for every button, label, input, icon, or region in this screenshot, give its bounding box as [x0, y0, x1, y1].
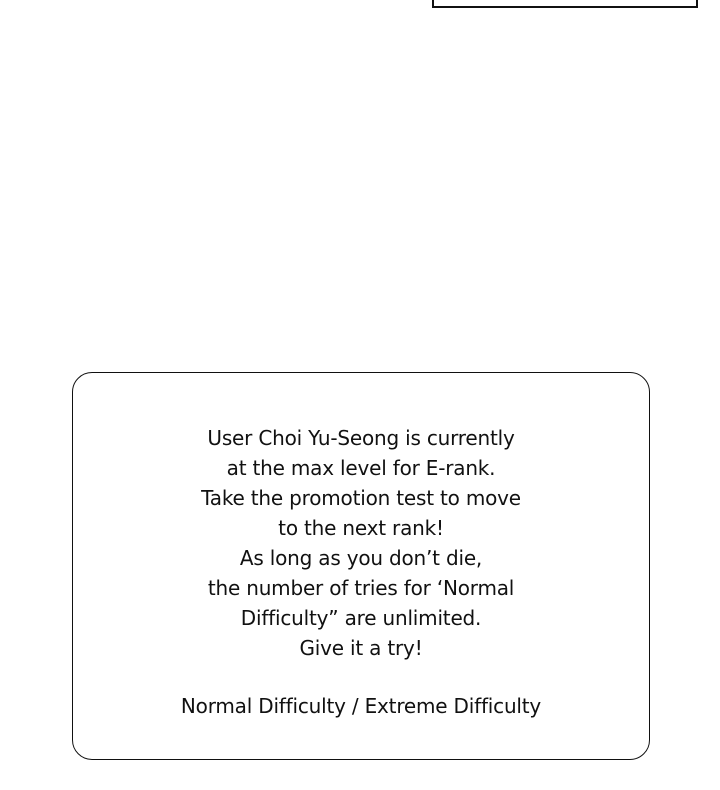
message-line: Give it a try!	[299, 636, 423, 660]
message-line: to the next rank!	[278, 516, 444, 540]
message-line: User Choi Yu-Seong is currently	[207, 426, 515, 450]
normal-difficulty-option[interactable]: Normal Difficulty	[180, 694, 346, 718]
system-message	[73, 423, 649, 663]
extreme-difficulty-option[interactable]: Extreme Difficulty	[364, 694, 542, 718]
message-line: Difficulty” are unlimited.	[240, 606, 482, 630]
message-line: the number of tries for ‘Normal	[207, 576, 515, 600]
message-line: Take the promotion test to move	[201, 486, 521, 510]
partial-panel-frame	[432, 0, 698, 8]
system-message-window	[72, 372, 650, 760]
option-separator: /	[345, 694, 365, 718]
message-line: As long as you don’t die,	[239, 546, 483, 570]
message-line: at the max level for E-rank.	[226, 456, 496, 480]
difficulty-options	[73, 691, 649, 721]
